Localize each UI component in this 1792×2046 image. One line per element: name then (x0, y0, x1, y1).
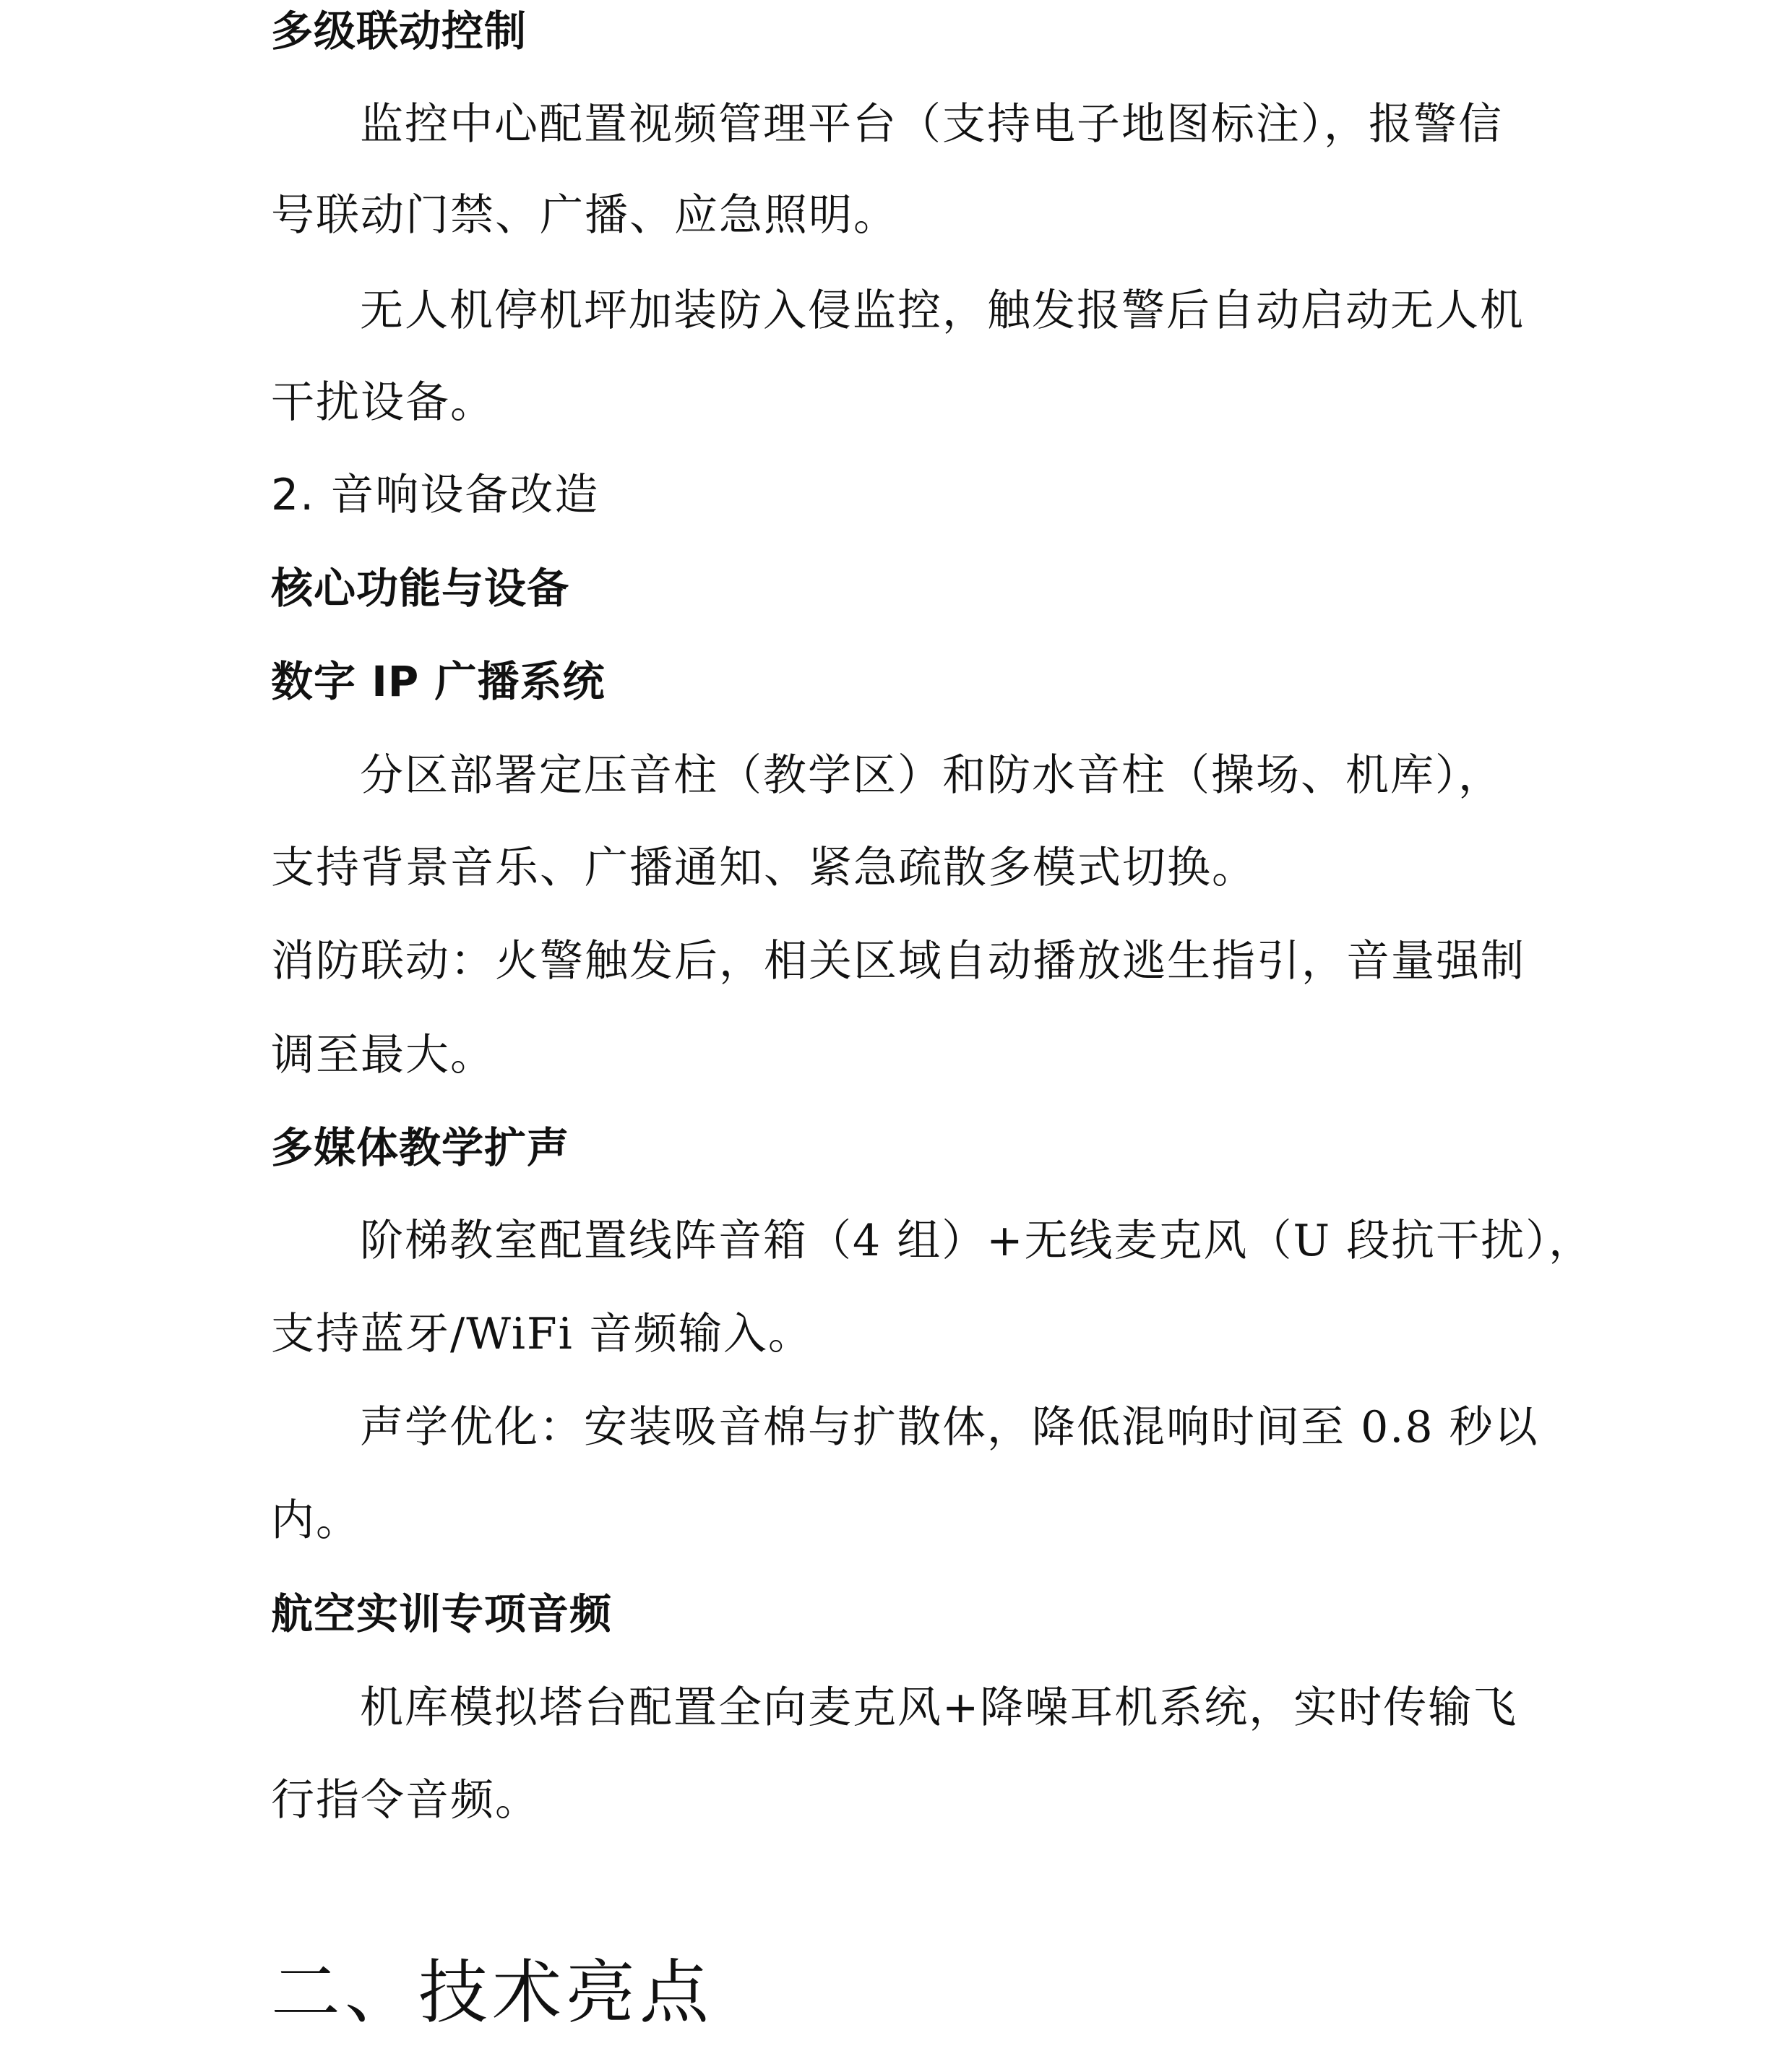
heading-multimedia-audio: 多媒体教学扩声 (271, 1123, 570, 1172)
heading-core-functions: 核心功能与设备 (271, 564, 570, 613)
section-heading-audio: 2. 音响设备改造 (271, 470, 600, 520)
paragraph-line: 支持背景音乐、广播通知、紧急疏散多模式切换。 (271, 843, 1257, 893)
heading-aviation-audio: 航空实训专项音频 (271, 1589, 613, 1638)
paragraph-line: 内。 (271, 1495, 361, 1546)
heading-ip-broadcast: 数字 IP 广播系统 (271, 657, 606, 706)
heading-multilevel-linkage: 多级联动控制 (271, 7, 527, 56)
paragraph-line: 调至最大。 (271, 1030, 495, 1080)
paragraph-line: 干扰设备。 (271, 377, 495, 428)
paragraph-line: 分区部署定压音柱（教学区）和防水音柱（操场、机库）， (360, 750, 1503, 801)
paragraph-line: 监控中心配置视频管理平台（支持电子地图标注），报警信 (360, 99, 1503, 150)
paragraph-line: 行指令音频。 (271, 1775, 540, 1826)
paragraph-line: 声学优化：安装吸音棉与扩散体，降低混响时间至 0.8 秒以 (360, 1402, 1539, 1453)
paragraph-line: 号联动门禁、广播、应急照明。 (271, 190, 898, 241)
paragraph-line: 消防联动：火警触发后，相关区域自动播放逃生指引，音量强制 (271, 936, 1525, 987)
paragraph-line: 机库模拟塔台配置全向麦克风+降噪耳机系统，实时传输飞 (360, 1682, 1518, 1733)
paragraph-line: 阶梯教室配置线阵音箱（4 组）+无线麦克风（U 段抗干扰）， (360, 1216, 1594, 1266)
paragraph-line: 无人机停机坪加装防入侵监控，触发报警后自动启动无人机 (360, 285, 1525, 336)
chapter-heading-tech-highlights: 二、技术亮点 (271, 1952, 713, 2033)
paragraph-line: 支持蓝牙/WiFi 音频输入。 (271, 1309, 813, 1359)
